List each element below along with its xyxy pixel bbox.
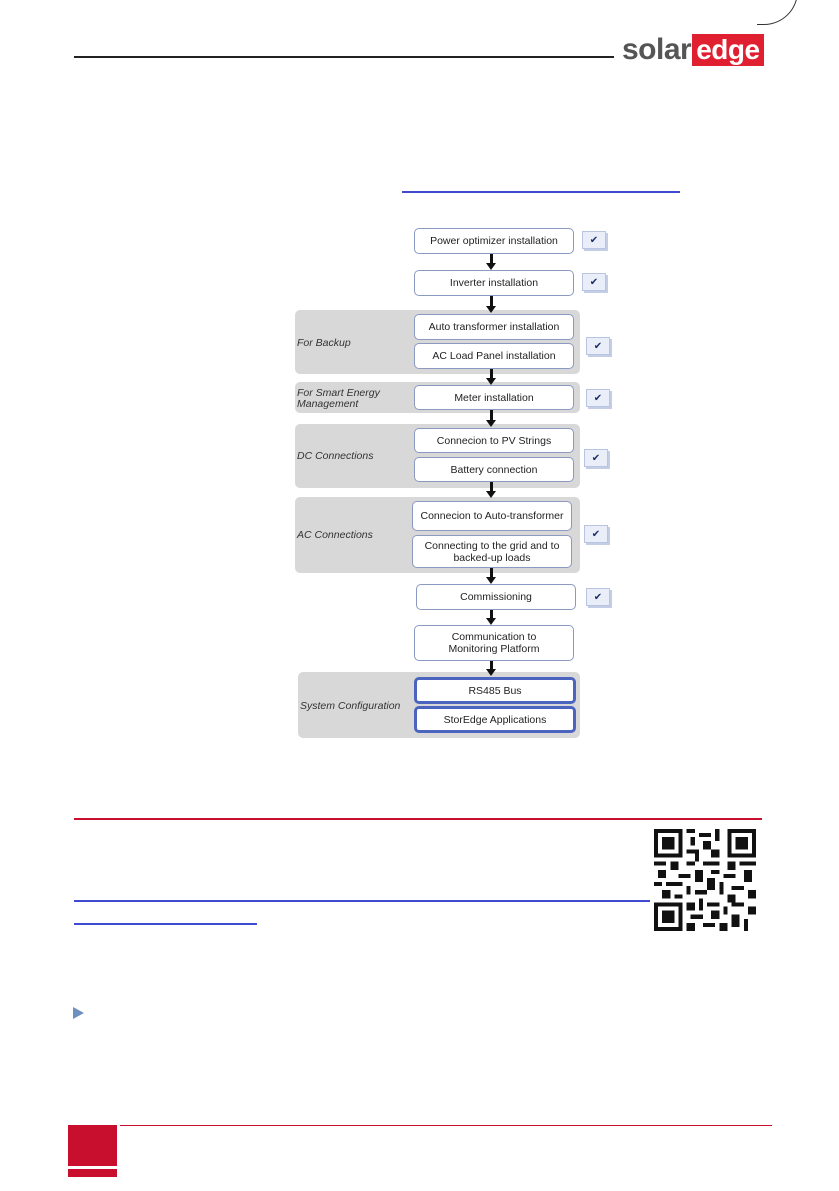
hyperlink-underline[interactable] [74, 900, 650, 902]
group-label-system-config: System Configuration [300, 700, 401, 712]
step-battery: Battery connection [414, 457, 574, 482]
footer-rule [120, 1125, 772, 1126]
checkmark-icon: ✔ [584, 449, 608, 467]
flow-arrow [490, 369, 493, 379]
hyperlink-underline[interactable] [74, 923, 257, 925]
group-label-dc: DC Connections [297, 450, 374, 462]
step-grid-connection: Connecting to the grid and to backed-up loads [412, 535, 572, 568]
checkmark-icon: ✔ [586, 389, 610, 407]
step-meter: Meter installation [414, 385, 574, 410]
footer-page-block [68, 1125, 117, 1166]
checkmark-icon: ✔ [584, 525, 608, 543]
checkmark-icon: ✔ [582, 273, 606, 291]
group-label-backup: For Backup [297, 337, 351, 349]
flow-arrow [490, 410, 493, 421]
step-auto-transformer: Auto transformer installation [414, 314, 574, 340]
qr-code [654, 828, 756, 932]
checkmark-icon: ✔ [586, 337, 610, 355]
logo-text-solar: solar [622, 33, 692, 66]
checkmark-icon: ✔ [586, 588, 610, 606]
step-ac-load-panel: AC Load Panel installation [414, 343, 574, 369]
step-communication: Communication to Monitoring Platform [414, 625, 574, 661]
step-commissioning: Commissioning [416, 584, 576, 610]
flow-arrow [490, 296, 493, 307]
step-rs485-bus: RS485 Bus [414, 677, 576, 704]
section-divider [74, 818, 762, 820]
checkmark-icon: ✔ [582, 231, 606, 249]
flow-arrow [490, 661, 493, 670]
group-label-ac: AC Connections [297, 529, 373, 541]
step-power-optimizer: Power optimizer installation [414, 228, 574, 254]
group-label-smart-energy: For Smart Energy Management [297, 387, 380, 410]
step-storedge-applications: StorEdge Applications [414, 706, 576, 733]
step-ac-auto-transformer: Connecion to Auto-transformer [412, 501, 572, 531]
logo-text-edge: edge [692, 34, 763, 66]
play-triangle-icon [73, 1007, 84, 1019]
flow-arrow [490, 482, 493, 492]
footer-page-block-bottom [68, 1169, 117, 1177]
step-inverter: Inverter installation [414, 270, 574, 296]
flow-arrow [490, 610, 493, 619]
step-pv-strings: Connecion to PV Strings [414, 428, 574, 453]
flow-arrow [490, 568, 493, 578]
flow-arrow [490, 254, 493, 264]
